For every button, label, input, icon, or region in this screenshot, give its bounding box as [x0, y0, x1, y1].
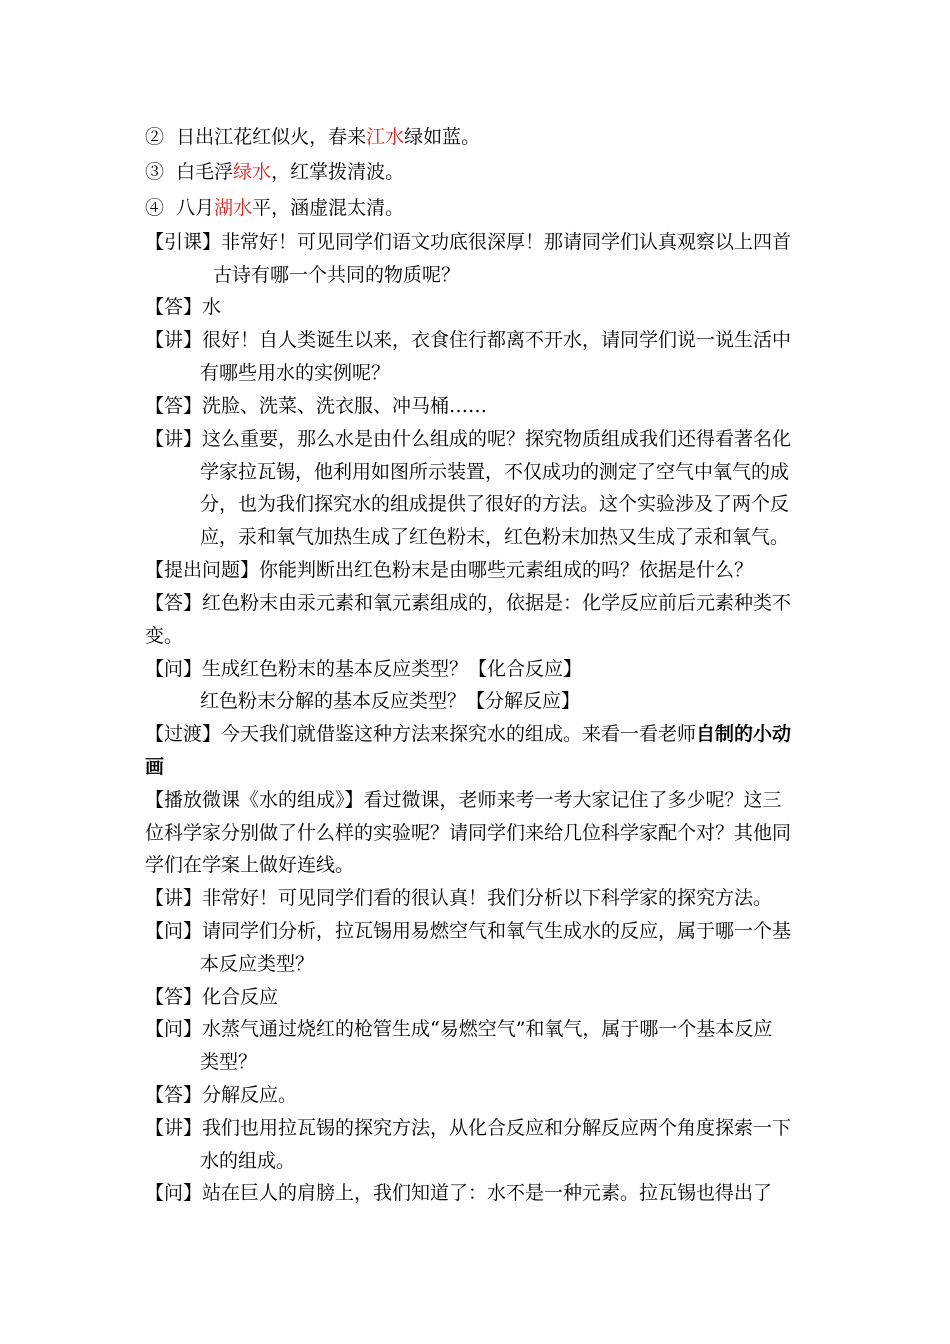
bold-phrase: 画 — [145, 756, 165, 778]
paragraph-line: 位科学家分别做了什么样的实验呢？请同学们来给几位科学家配个对？其他同 — [145, 822, 792, 844]
paragraph-line: 【问】站在巨人的肩膀上，我们知道了：水不是一种元素。拉瓦锡也得出了 — [145, 1182, 773, 1204]
paragraph-line: 类型？ — [200, 1051, 258, 1073]
paragraph-line: 【答】水 — [145, 296, 222, 318]
paragraph-line: 分，也为我们探究水的组成提供了很好的方法。这个实验涉及了两个反 — [200, 493, 790, 515]
paragraph-line: 【引课】非常好！可见同学们语文功底很深厚！那请同学们认真观察以上四首 — [145, 231, 792, 253]
paragraph-line: 【讲】非常好！可见同学们看的很认真！我们分析以下科学家的探究方法。 — [145, 887, 773, 909]
paragraph-line: 【问】水蒸气通过烧红的枪管生成“易燃空气”和氧气，属于哪一个基本反应 — [145, 1018, 773, 1040]
poem-number: ② — [145, 126, 165, 148]
poem-line-2: ② 日出江花红似火，春来江水绿如蓝。 — [145, 126, 481, 148]
poem-number: ③ — [145, 161, 165, 183]
poem-number: ④ — [145, 197, 165, 219]
highlighted-water-word: 湖水 — [214, 197, 253, 219]
paragraph-line: 古诗有哪一个共同的物质呢？ — [213, 264, 461, 286]
paragraph-line: 【提出问题】你能判断出红色粉末是由哪些元素组成的吗？依据是什么？ — [145, 559, 754, 581]
paragraph-line: 有哪些用水的实例呢？ — [200, 362, 391, 384]
paragraph-line: 【问】请同学们分析，拉瓦锡用易燃空气和氧气生成水的反应，属于哪一个基 — [145, 920, 792, 942]
poem-line-4: ④ 八月湖水平，涵虚混太清。 — [145, 197, 405, 219]
paragraph-line: 【过渡】今天我们就借鉴这种方法来探究水的组成。来看一看老师自制的小动 — [145, 723, 792, 745]
paragraph-line: 学们在学案上做好连线。 — [145, 854, 355, 876]
paragraph-line: 【答】洗脸、洗菜、洗衣服、冲马桶…… — [145, 395, 488, 417]
paragraph-line: 学家拉瓦锡，他利用如图所示装置，不仅成功的测定了空气中氧气的成 — [200, 461, 790, 483]
paragraph-line: 【播放微课《水的组成》】看过微课，老师来考一考大家记住了多少呢？这三 — [145, 789, 782, 811]
highlighted-water-word: 绿水 — [233, 161, 272, 183]
paragraph-line: 【问】生成红色粉末的基本反应类型？【化合反应】 — [145, 658, 583, 680]
paragraph-line: 红色粉末分解的基本反应类型？【分解反应】 — [200, 690, 581, 712]
paragraph-line: 【答】化合反应 — [145, 986, 279, 1008]
paragraph-line: 【讲】这么重要，那么水是由什么组成的呢？探究物质组成我们还得看著名化 — [145, 428, 792, 450]
paragraph-line: 【讲】很好！自人类诞生以来，衣食住行都离不开水，请同学们说一说生活中 — [145, 329, 792, 351]
paragraph-line: 本反应类型？ — [200, 953, 315, 975]
paragraph-line: 水的组成。 — [200, 1150, 296, 1172]
paragraph-line: 【讲】我们也用拉瓦锡的探究方法，从化合反应和分解反应两个角度探索一下 — [145, 1117, 792, 1139]
paragraph-line: 【答】分解反应。 — [145, 1084, 298, 1106]
paragraph-line: 变。 — [145, 625, 184, 647]
paragraph-line: 【答】红色粉末由汞元素和氧元素组成的，依据是：化学反应前后元素种类不 — [145, 592, 792, 614]
paragraph-line — [145, 755, 164, 779]
bold-phrase: 自制的小动 — [696, 723, 792, 745]
poem-line-3: ③ 白毛浮绿水，红掌拨清波。 — [145, 161, 405, 183]
paragraph-line: 应，汞和氧气加热生成了红色粉末，红色粉末加热又生成了汞和氧气。 — [200, 526, 790, 548]
highlighted-water-word: 江水 — [366, 126, 405, 148]
